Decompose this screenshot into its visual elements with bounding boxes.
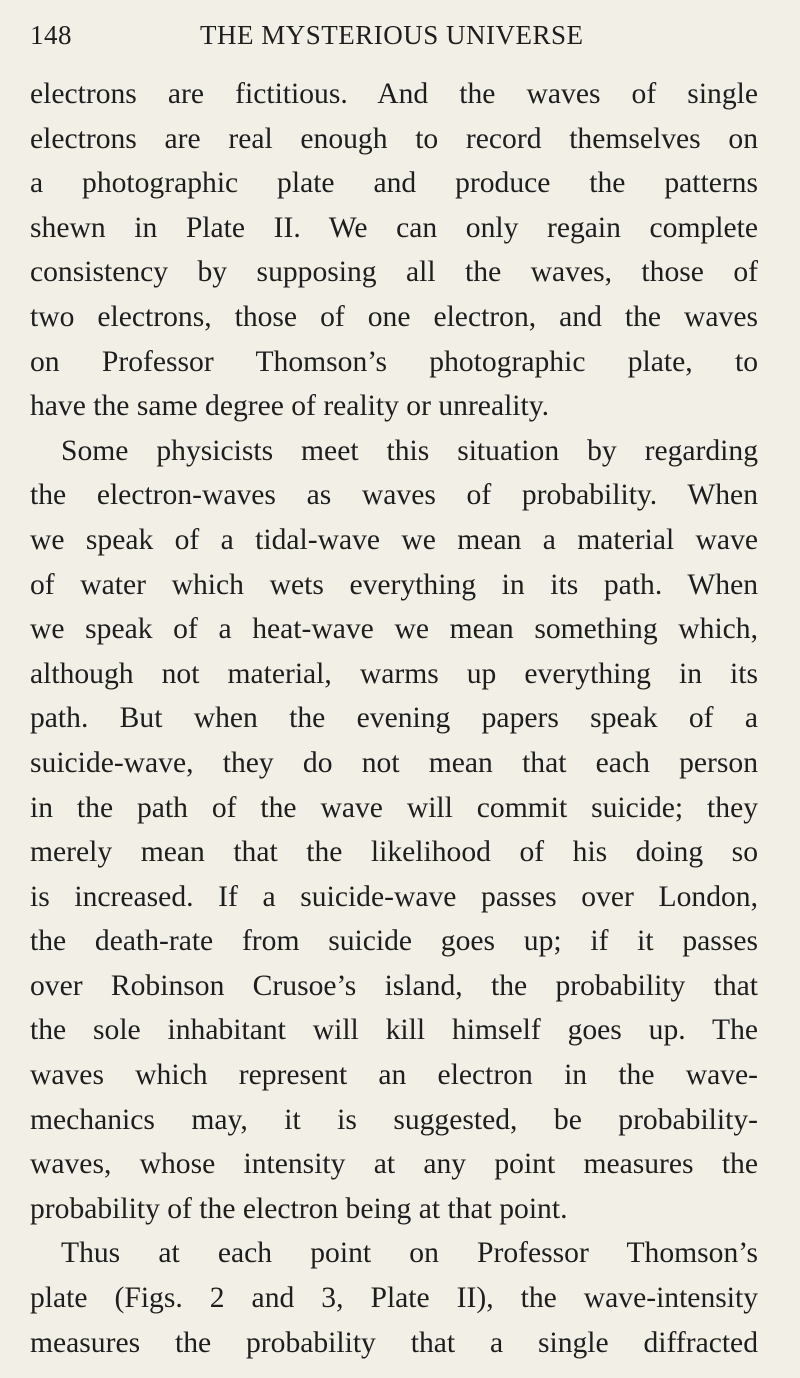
text-line: two electrons, those of one electron, and the waves [30,300,758,333]
text-line: although not material, warms up everything in its [30,657,758,690]
text-line: measures the probability that a single diffracted [30,1326,758,1359]
text-line: mechanics may, it is suggested, be probability- [30,1103,758,1136]
text-line: merely mean that the likelihood of his doing so [30,836,758,869]
paragraph [30,72,758,429]
text-line: probability of the electron being at that point. [30,1192,568,1225]
paragraph [30,429,758,1232]
text-line: Some physicists meet this situation by regarding [61,434,758,467]
page-number: 148 [30,20,72,50]
text-line: in the path of the wave will commit suicide; they [30,791,758,824]
text-line: is increased. If a suicide-wave passes over London, [30,880,758,913]
text-line: suicide-wave, they do not mean that each person [30,746,758,779]
text-line: path. But when the evening papers speak of a [30,702,758,735]
text-line: the electron-waves as waves of probability. When [30,479,758,512]
text-line: shewn in Plate II. We can only regain complete [30,211,758,244]
text-line: waves, whose intensity at any point measures the [30,1148,758,1181]
text-line: electrons are real enough to record themselves on [30,122,758,155]
running-head [30,20,758,66]
text-line: Thus at each point on Professor Thomson’s [61,1237,758,1270]
text-line: consistency by supposing all the waves, those of [30,256,758,289]
text-line: over Robinson Crusoe’s island, the probability that [30,969,758,1002]
text-line: a photographic plate and produce the patterns [30,167,758,200]
body-text [30,72,758,1365]
text-line: electrons are fictitious. And the waves of single [30,78,758,110]
text-line: have the same degree of reality or unreality. [30,390,550,423]
paragraph [30,1231,758,1365]
text-line: of water which wets everything in its path. When [30,568,758,601]
running-title: THE MYSTERIOUS UNIVERSE [200,20,584,50]
text-line: waves which represent an electron in the wave- [30,1059,758,1092]
text-line: plate (Figs. 2 and 3, Plate II), the wave-intensity [30,1282,758,1315]
text-line: we speak of a tidal-wave we mean a material wave [30,523,758,556]
text-line: the death-rate from suicide goes up; if it passes [30,925,758,958]
text-line: we speak of a heat-wave we mean something which, [30,613,758,646]
text-line: the sole inhabitant will kill himself goes up. The [30,1014,758,1047]
text-line: on Professor Thomson’s photographic plate, to [30,345,758,378]
